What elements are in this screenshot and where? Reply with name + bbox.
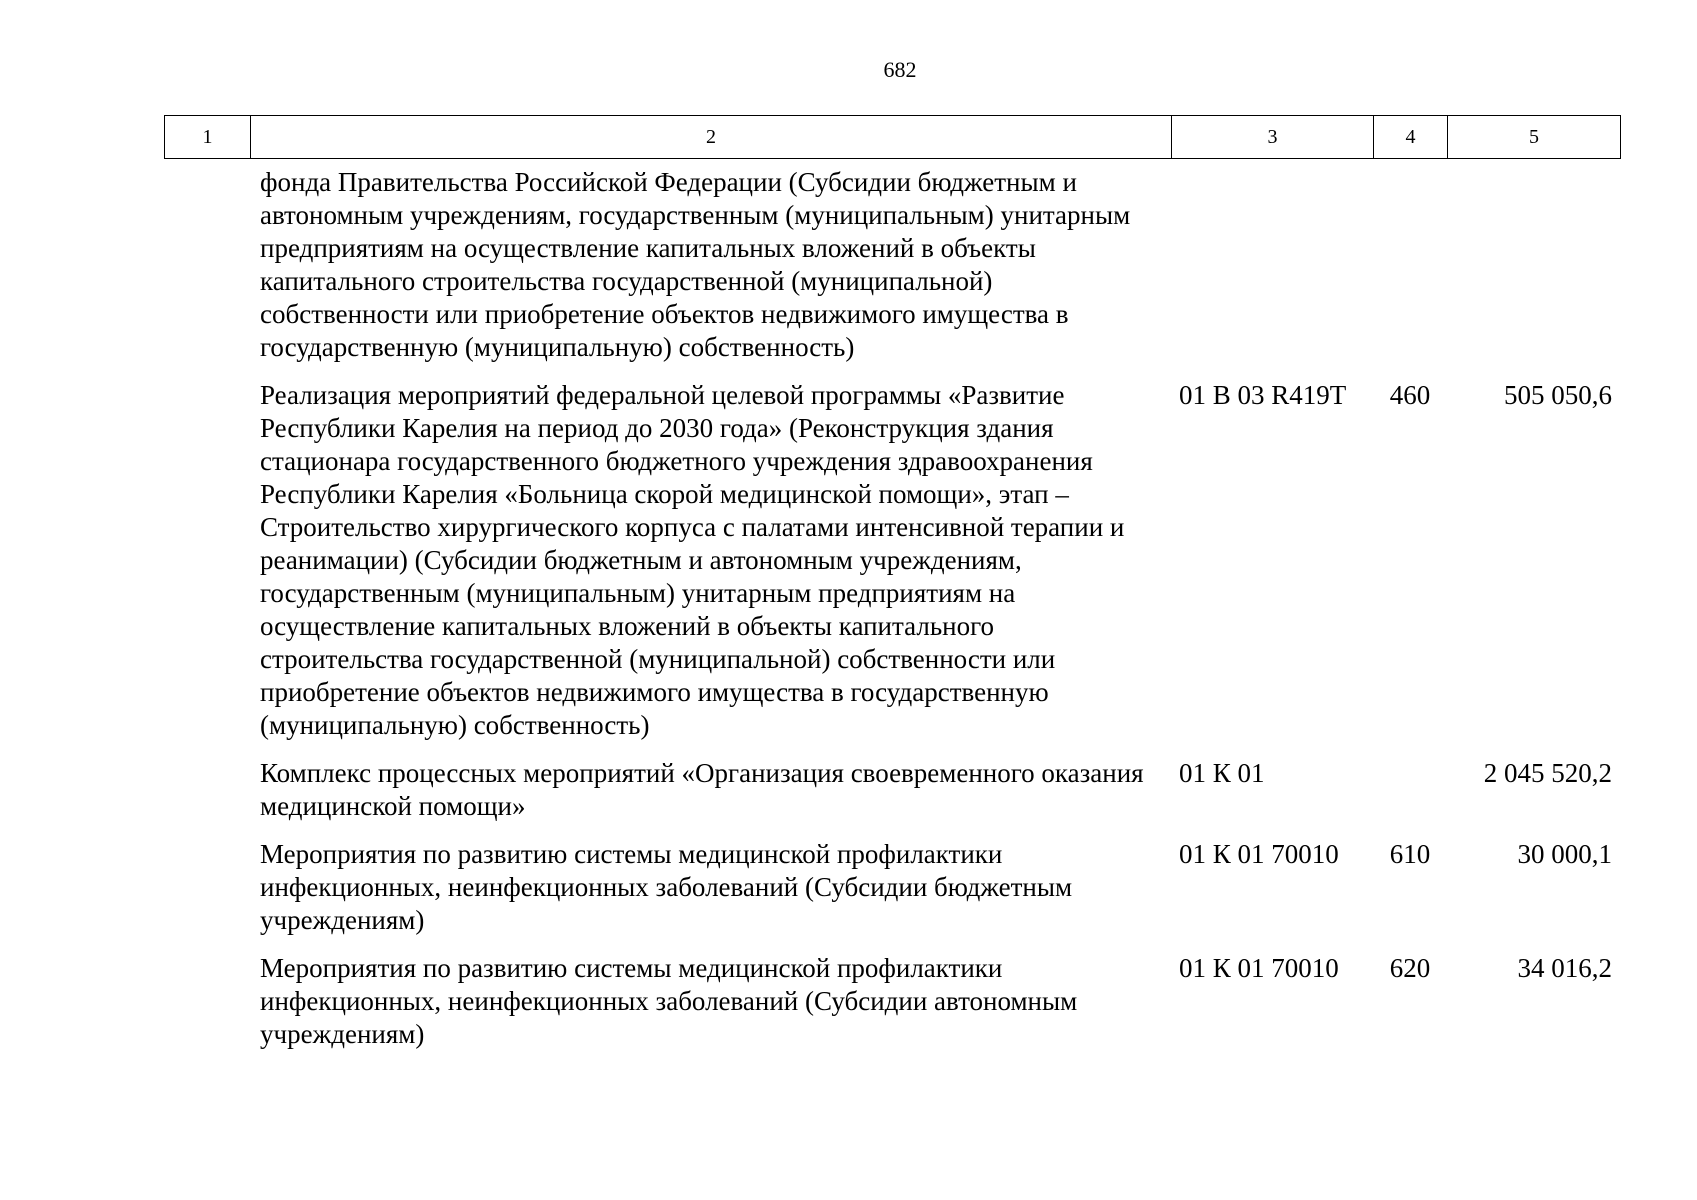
budget-table bbox=[164, 166, 1620, 1066]
row-description: Комплекс процессных мероприятий «Организация своевременного оказания медицинской помощи» bbox=[260, 758, 1144, 821]
column-header-2: 2 bbox=[251, 116, 1172, 159]
table-row bbox=[164, 166, 1620, 379]
row-code bbox=[1171, 166, 1373, 379]
row-description: Мероприятия по развитию системы медицинской профилактики инфекционных, неинфекционных заболеваний (Субсидии бюджетным учреждениям) bbox=[260, 839, 1073, 935]
page-number: 682 bbox=[883, 57, 917, 82]
table-row bbox=[164, 952, 1620, 1066]
row-amount: 30 000,1 bbox=[1517, 839, 1612, 869]
row-kind: 460 bbox=[1389, 380, 1431, 410]
row-kind: 620 bbox=[1389, 953, 1431, 983]
row-number-cell bbox=[164, 757, 250, 838]
row-description: Мероприятия по развитию системы медицинской профилактики инфекционных, неинфекционных заболеваний (Субсидии автономным учреждениям) bbox=[260, 953, 1078, 1049]
column-header-row bbox=[165, 116, 1621, 159]
row-code: 01 К 01 bbox=[1179, 758, 1265, 788]
row-kind: 610 bbox=[1389, 839, 1431, 869]
row-code: 01 К 01 70010 bbox=[1179, 839, 1339, 869]
column-header-4: 4 bbox=[1374, 116, 1448, 159]
row-amount bbox=[1447, 166, 1620, 379]
row-kind bbox=[1373, 757, 1447, 838]
row-amount: 34 016,2 bbox=[1517, 953, 1612, 983]
row-description: Реализация мероприятий федеральной целевой программы «Развитие Республики Карелия на период до 2030 года» (Реконструкция здания стационара государственного бюджетного учреждения здравоохранения Республики Карелия «Больница скорой медицинской помощи», этап – Строительство хирургического корпуса с палатами интенсивной терапии и реанимации) (Субсидии бюджетным и автономным учреждениям, государственным (муниципальным) унитарным предприятиям на осуществление капитальных вложений в объекты капитального строительства государственной (муниципальной) собственности или приобретение объектов недвижимого имущества в государственную (муниципальную) собственность) bbox=[260, 380, 1125, 740]
row-amount: 2 045 520,2 bbox=[1483, 758, 1612, 788]
row-description: фонда Правительства Российской Федерации (Субсидии бюджетным и автономным учреждениям, государственным (муниципальным) унитарным предприятиям на осуществление капитальных вложений в объекты капитального строительства государственной (муниципальной) собственности или приобретение объектов недвижимого имущества в государственную (муниципальную) собственность) bbox=[260, 167, 1131, 362]
row-number-cell bbox=[164, 838, 250, 952]
row-kind bbox=[1373, 166, 1447, 379]
column-header-table bbox=[164, 115, 1621, 159]
row-number-cell bbox=[164, 166, 250, 379]
row-number-cell bbox=[164, 952, 250, 1066]
row-amount: 505 050,6 bbox=[1504, 380, 1612, 410]
row-code: 01 К 01 70010 bbox=[1179, 953, 1339, 983]
row-number-cell bbox=[164, 379, 250, 757]
row-code: 01 В 03 R419T bbox=[1179, 380, 1347, 410]
column-header-3: 3 bbox=[1172, 116, 1374, 159]
table-row bbox=[164, 757, 1620, 838]
column-header-1: 1 bbox=[165, 116, 251, 159]
column-header-5: 5 bbox=[1448, 116, 1621, 159]
table-row bbox=[164, 379, 1620, 757]
table-row bbox=[164, 838, 1620, 952]
